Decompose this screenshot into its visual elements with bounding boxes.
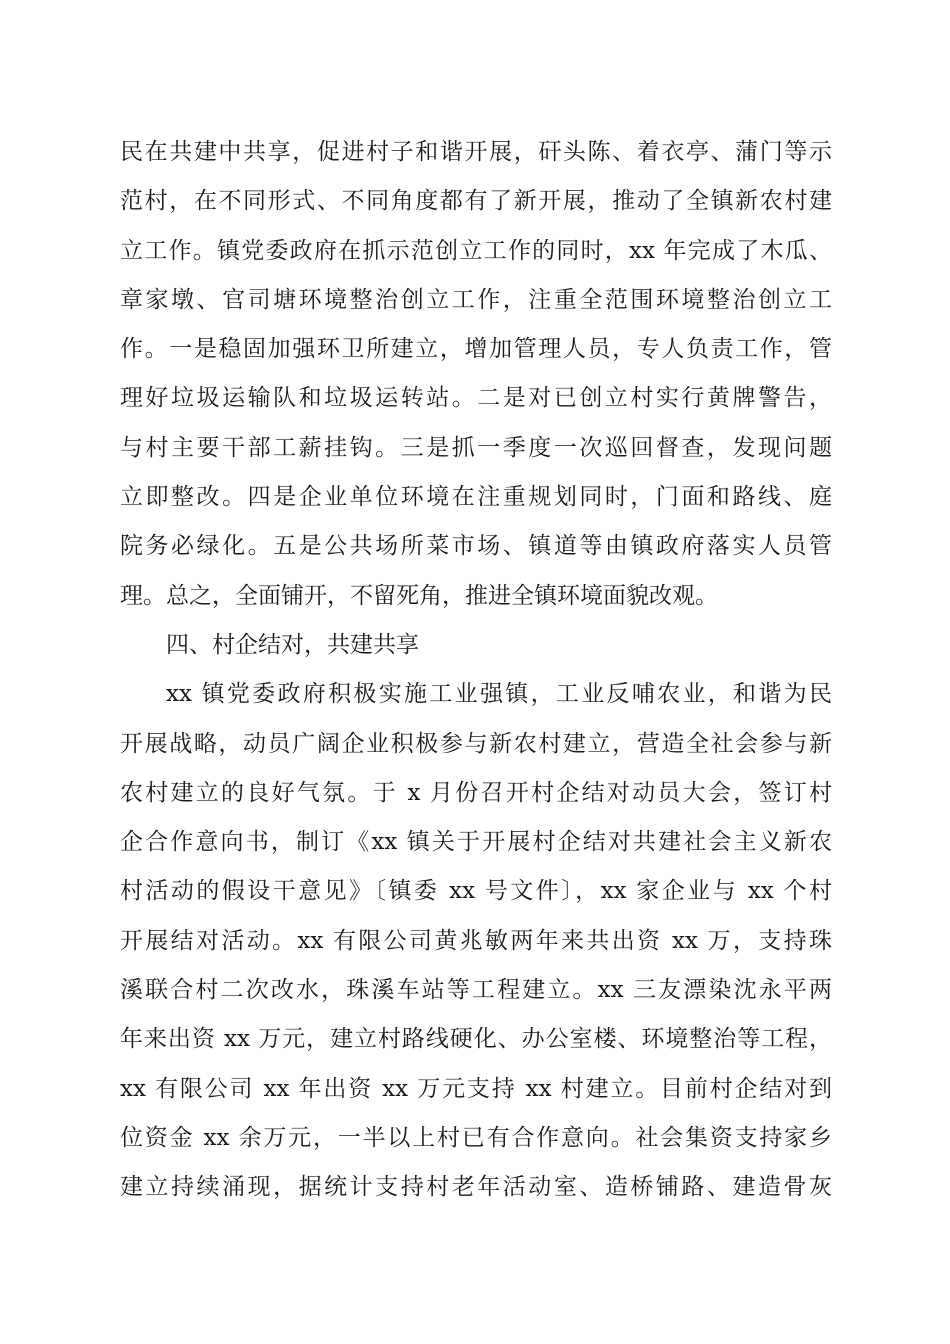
text-line: 民在共建中共享，促进村子和谐开展，矸头陈、着衣亭、蒲门等示 [120,139,832,165]
section-heading: 四、村企结对，共建共享 [166,631,419,658]
text-line: 与村主要干部工薪挂钩。三是抓一季度一次巡回督查，发现问题 [120,434,832,461]
text-line: 村活动的假设干意见》〔镇委 xx 号文件〕，xx 家企业与 xx 个村 [120,878,832,905]
text-line: 位资金 xx 余万元，一半以上村已有合作意向。社会集资支持家乡 [120,1124,832,1151]
text-line: 范村，在不同形式、不同角度都有了新开展，推动了全镇新农村建 [120,188,832,215]
text-line: 立即整改。四是企业单位环境在注重规划同时，门面和路线、庭 [120,484,832,511]
text-line: 理。总之，全面铺开，不留死角，推进全镇环境面貌改观。 [120,582,718,609]
text-line: xx 镇党委政府积极实施工业强镇，工业反哺农业，和谐为民 [166,681,832,708]
text-line: 章家墩、官司塘环境整治创立工作，注重全范围环境整治创立工 [120,286,832,313]
text-line: 立工作。镇党委政府在抓示范创立工作的同时，xx 年完成了木瓜、 [120,237,832,264]
text-line: 农村建立的良好气氛。于 x 月份召开村企结对动员大会，签订村 [120,779,832,806]
text-line: 年来出资 xx 万元，建立村路线硬化、办公室楼、环境整治等工程， [120,1026,832,1053]
text-line: 企合作意向书，制订《xx 镇关于开展村企结对共建社会主义新农 [120,829,832,856]
text-line: 院务必绿化。五是公共场所菜市场、镇道等由镇政府落实人员管 [120,533,832,560]
body-text [120,128,832,1213]
text-line: 开展战略，动员广阔企业积极参与新农村建立，营造全社会参与新 [120,730,832,757]
text-line: 开展结对活动。xx 有限公司黄兆敏两年来共出资 xx 万，支持珠 [120,927,832,954]
text-line: 建立持续涌现，据统计支持村老年活动室、造桥铺路、建造骨灰 [120,1174,832,1201]
text-line: 溪联合村二次改水，珠溪车站等工程建立。xx 三友漂染沈永平两 [120,977,832,1004]
text-line: xx 有限公司 xx 年出资 xx 万元支持 xx 村建立。目前村企结对到 [120,1075,832,1102]
text-line: 理好垃圾运输队和垃圾运转站。二是对已创立村实行黄牌警告， [120,385,832,412]
text-line: 作。一是稳固加强环卫所建立，增加管理人员，专人负责工作，管 [120,336,832,363]
